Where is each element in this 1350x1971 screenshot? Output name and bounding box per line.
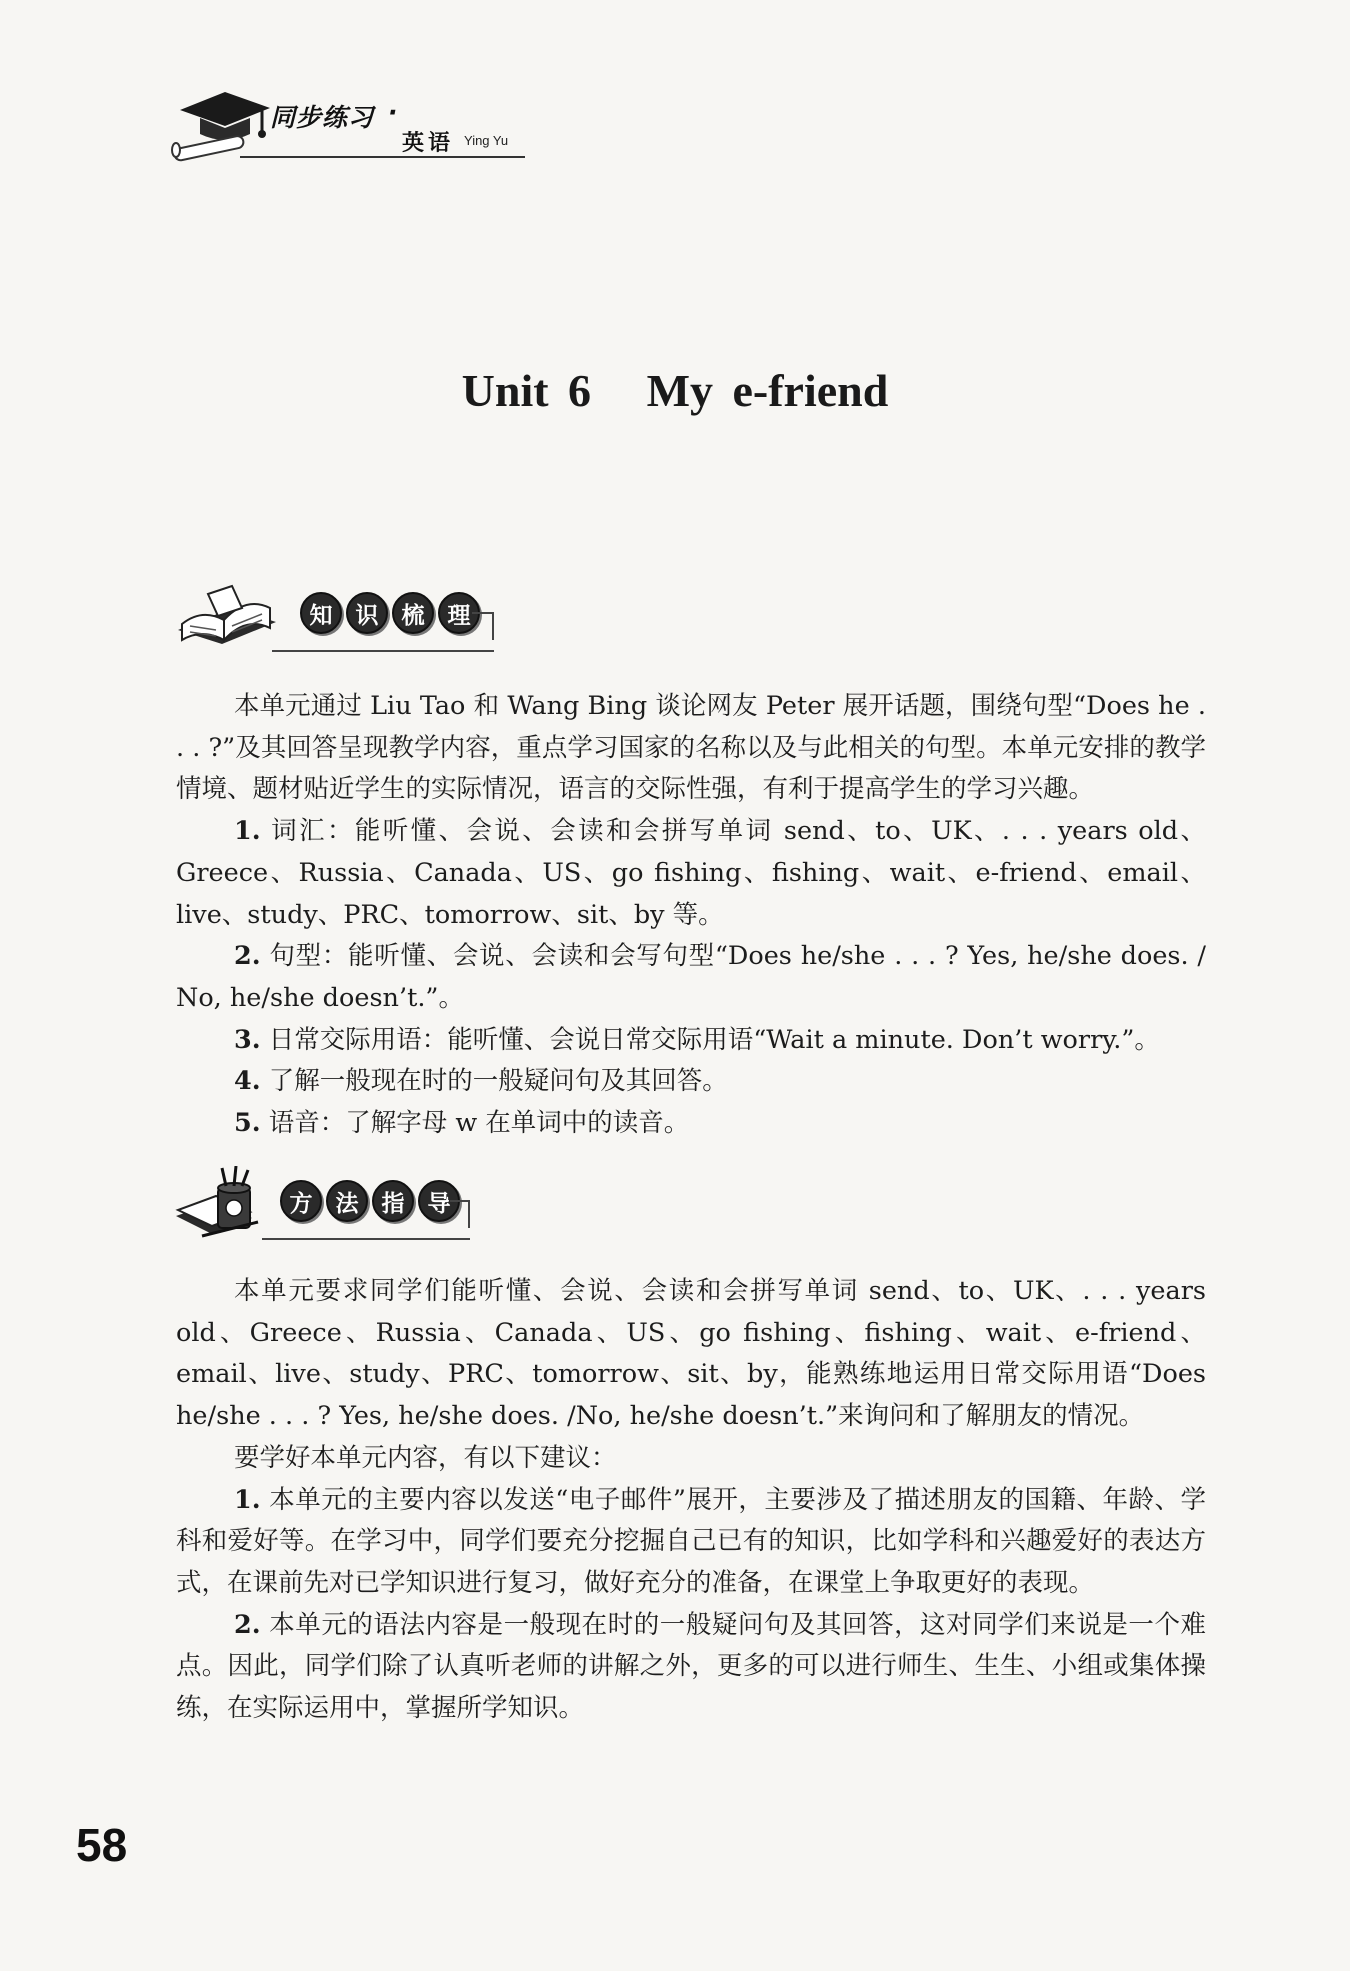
badge-char: 导 <box>418 1180 460 1222</box>
section-method-lead: 要学好本单元内容，有以下建议： <box>234 1442 617 1473</box>
badge-char: 方 <box>280 1180 322 1222</box>
subject-pinyin: Ying Yu <box>464 133 509 148</box>
badge-char: 法 <box>326 1180 368 1222</box>
unit-name: My e-friend <box>646 365 889 416</box>
badge-char: 梳 <box>392 592 434 634</box>
heading-rule <box>450 1200 470 1228</box>
section-knowledge-heading <box>172 578 502 658</box>
pen-holder-icon <box>172 1166 272 1246</box>
section-method-intro: 本单元要求同学们能听懂、会说、会读和会拼写单词 send、to、UK、. . . years old、Greece、Russia、Canada、US、go fishing、fishing、wait、e-friend、email、live、study、PRC、tomorrow、sit、by，能熟练地运用日常交际用语“Does he/she . . . ? Yes, he/she does. /No, he/she doesn’t.”来询问和了解朋友的情况。 <box>176 1276 1206 1432</box>
badge-char: 理 <box>438 592 480 634</box>
list-item: 5. 语音：了解字母 w 在单词中的读音。 <box>234 1108 690 1139</box>
page-header <box>170 88 530 168</box>
subject-label: 英语 <box>402 131 455 156</box>
list-item: 2. 句型：能听懂、会说、会读和会写句型“Does he/she . . . ? Yes, he/she does. / No, he/she doesn’t.”。 <box>176 941 1207 1013</box>
series-title: 同步练习 <box>270 103 375 132</box>
section-method-badges <box>280 1180 460 1222</box>
section-knowledge-body <box>176 686 1206 1145</box>
page-number: 58 <box>76 1819 128 1871</box>
header-dot: · <box>388 98 399 127</box>
list-item: 1. 本单元的主要内容以发送“电子邮件”展开，主要涉及了描述朋友的国籍、年龄、学科和爱好等。在学习中，同学们要充分挖掘自己已有的知识，比如学科和兴趣爱好的表达方式，在课前先对已学知识进行复习，做好充分的准备，在课堂上争取更好的表现。 <box>176 1484 1207 1598</box>
list-item: 1. 词汇：能听懂、会说、会读和会拼写单词 send、to、UK、. . . years old、Greece、Russia、Canada、US、go fishing、fishing、wait、e-friend、email、live、study、PRC、tomorrow、sit、by 等。 <box>176 816 1207 930</box>
list-item: 3. 日常交际用语：能听懂、会说日常交际用语“Wait a minute. Don’t worry.”。 <box>234 1024 1160 1055</box>
list-item: 4. 了解一般现在时的一般疑问句及其回答。 <box>234 1066 728 1097</box>
section-method-heading <box>172 1166 472 1246</box>
badge-char: 识 <box>346 592 388 634</box>
heading-baseline <box>272 650 494 652</box>
unit-number: Unit 6 <box>461 365 592 416</box>
badge-char: 指 <box>372 1180 414 1222</box>
section-knowledge-badges <box>300 592 480 634</box>
section-knowledge-intro: 本单元通过 Liu Tao 和 Wang Bing 谈论网友 Peter 展开话题，围绕句型“Does he . . . ?”及其回答呈现教学内容，重点学习国家的名称以及与此相关的句型。本单元安排的教学情境、题材贴近学生的实际情况，语言的交际性强，有利于提高学生的学习兴趣。 <box>176 691 1206 805</box>
header-rule <box>240 156 525 158</box>
open-book-icon <box>172 578 282 658</box>
badge-char: 知 <box>300 592 342 634</box>
list-item: 2. 本单元的语法内容是一般现在时的一般疑问句及其回答，这对同学们来说是一个难点。因此，同学们除了认真听老师的讲解之外，更多的可以进行师生、生生、小组或集体操练，在实际运用中，掌握所学知识。 <box>176 1609 1206 1724</box>
heading-baseline <box>262 1238 470 1240</box>
heading-rule <box>472 612 494 640</box>
section-method-body <box>176 1271 1206 1730</box>
unit-title <box>0 364 1350 417</box>
